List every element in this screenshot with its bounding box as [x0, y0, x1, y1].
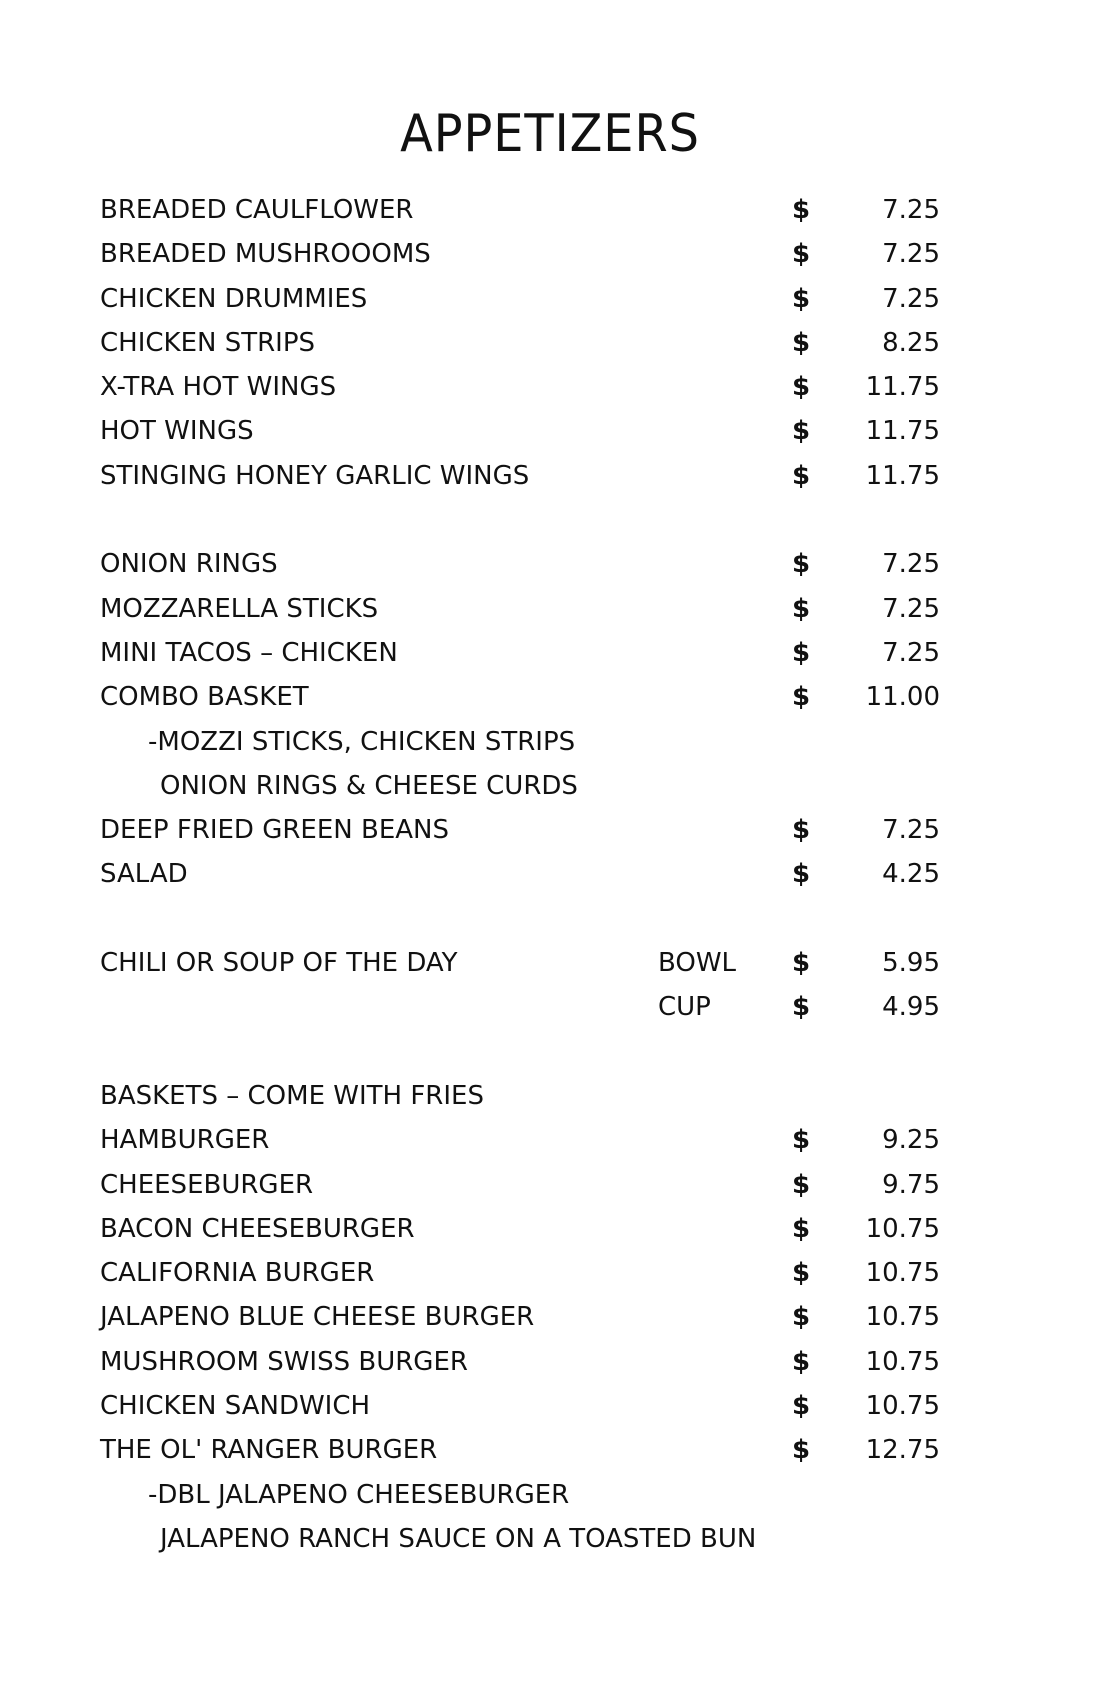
menu-item: [100, 1295, 940, 1339]
menu-item-name: CHICKEN DRUMMIES: [100, 283, 368, 314]
menu-item-name: SALAD: [100, 859, 188, 890]
menu-item-name: ONION RINGS: [100, 549, 278, 580]
menu-item-name: STINGING HONEY GARLIC WINGS: [100, 460, 530, 491]
menu-item-name: CHICKEN STRIPS: [100, 327, 316, 358]
menu-item: [100, 232, 940, 276]
menu-item: [100, 587, 940, 631]
menu-item-name: BACON CHEESEBURGER: [100, 1213, 415, 1244]
menu-item-description: [100, 1517, 940, 1561]
currency-symbol: $: [792, 283, 811, 314]
menu-item: [100, 941, 940, 985]
currency-symbol: $: [792, 372, 811, 403]
menu-list: [100, 188, 940, 1561]
menu-item: [100, 1118, 940, 1162]
section-spacer: [100, 897, 940, 941]
menu-item-price: 7.25: [882, 593, 940, 624]
menu-item: [100, 542, 940, 586]
currency-symbol: $: [792, 637, 811, 668]
menu-item-size: BOWL: [658, 948, 737, 979]
menu-item-name: CHICKEN SANDWICH: [100, 1391, 371, 1422]
menu-item: [100, 1340, 940, 1384]
menu-item-name: CHILI OR SOUP OF THE DAY: [100, 948, 458, 979]
menu-item-name: DEEP FRIED GREEN BEANS: [100, 815, 450, 846]
menu-item-name: CALIFORNIA BURGER: [100, 1258, 375, 1289]
menu-item-price: 7.25: [882, 637, 940, 668]
menu-item-price: 7.25: [882, 239, 940, 270]
currency-symbol: $: [792, 460, 811, 491]
currency-symbol: $: [792, 593, 811, 624]
menu-item-price: 9.25: [882, 1125, 940, 1156]
menu-item: [100, 1163, 940, 1207]
menu-item: [100, 365, 940, 409]
currency-symbol: $: [792, 815, 811, 846]
menu-item: [100, 409, 940, 453]
menu-item-name: THE OL' RANGER BURGER: [100, 1435, 438, 1466]
menu-item-price: 10.75: [865, 1213, 940, 1244]
menu-item-name: JALAPENO RANCH SAUCE ON A TOASTED BUN: [160, 1523, 757, 1554]
currency-symbol: $: [792, 859, 811, 890]
menu-item: [100, 985, 940, 1029]
menu-item: [100, 321, 940, 365]
menu-item-description: [100, 720, 940, 764]
menu-item-price: 7.25: [882, 195, 940, 225]
menu-item-name: BREADED CAULFLOWER: [100, 195, 414, 225]
currency-symbol: $: [792, 1391, 811, 1422]
menu-item: [100, 1251, 940, 1295]
menu-item-name: ONION RINGS & CHEESE CURDS: [160, 770, 578, 801]
menu-item-price: 11.75: [865, 460, 940, 491]
menu-item-price: 8.25: [882, 327, 940, 358]
menu-item-name: -DBL JALAPENO CHEESEBURGER: [148, 1479, 570, 1510]
menu-item-name: X-TRA HOT WINGS: [100, 372, 337, 403]
menu-item-price: 12.75: [865, 1435, 940, 1466]
currency-symbol: $: [792, 992, 811, 1023]
currency-symbol: $: [792, 948, 811, 979]
menu-item-price: 11.75: [865, 416, 940, 447]
currency-symbol: $: [792, 549, 811, 580]
menu-item: [100, 808, 940, 852]
menu-item-name: -MOZZI STICKS, CHICKEN STRIPS: [148, 726, 576, 757]
menu-item: [100, 1207, 940, 1251]
menu-item-price: 4.95: [882, 992, 940, 1023]
currency-symbol: $: [792, 1435, 811, 1466]
section-spacer: [100, 498, 940, 542]
menu-item: [100, 1074, 940, 1118]
menu-item-name: BREADED MUSHROOOMS: [100, 239, 431, 270]
menu-item-price: 7.25: [882, 283, 940, 314]
currency-symbol: $: [792, 682, 811, 713]
menu-item-description: [100, 764, 940, 808]
menu-item-name: JALAPENO BLUE CHEESE BURGER: [100, 1302, 535, 1333]
page-title: APPETIZERS: [400, 104, 700, 164]
currency-symbol: $: [792, 1346, 811, 1377]
menu-item-price: 10.75: [865, 1302, 940, 1333]
menu-item-price: 7.25: [882, 549, 940, 580]
currency-symbol: $: [792, 1258, 811, 1289]
menu-item-size: CUP: [658, 992, 711, 1023]
menu-item-price: 10.75: [865, 1346, 940, 1377]
menu-item: [100, 675, 940, 719]
currency-symbol: $: [792, 327, 811, 358]
currency-symbol: $: [792, 416, 811, 447]
menu-item-price: 11.75: [865, 372, 940, 403]
menu-item: [100, 1428, 940, 1472]
menu-item-name: CHEESEBURGER: [100, 1169, 314, 1200]
currency-symbol: $: [792, 1125, 811, 1156]
menu-item: [100, 852, 940, 896]
menu-item: [100, 188, 940, 232]
section-spacer: [100, 1030, 940, 1074]
menu-item-name: MUSHROOM SWISS BURGER: [100, 1346, 468, 1377]
currency-symbol: $: [792, 1213, 811, 1244]
menu-item-name: MINI TACOS – CHICKEN: [100, 637, 398, 668]
menu-item-price: 11.00: [865, 682, 940, 713]
menu-item-name: HOT WINGS: [100, 416, 254, 447]
menu-item: [100, 631, 940, 675]
currency-symbol: $: [792, 1169, 811, 1200]
currency-symbol: $: [792, 195, 811, 225]
menu-item-price: 9.75: [882, 1169, 940, 1200]
menu-item-price: 7.25: [882, 815, 940, 846]
menu-item-name: BASKETS – COME WITH FRIES: [100, 1080, 484, 1111]
menu-item: [100, 277, 940, 321]
menu-item-price: 10.75: [865, 1258, 940, 1289]
currency-symbol: $: [792, 1302, 811, 1333]
menu-item-price: 4.25: [882, 859, 940, 890]
menu-item: [100, 454, 940, 498]
menu-item-price: 10.75: [865, 1391, 940, 1422]
menu-item-name: COMBO BASKET: [100, 682, 309, 713]
menu-item-name: MOZZARELLA STICKS: [100, 593, 379, 624]
menu-item-description: [100, 1473, 940, 1517]
menu-item-name: HAMBURGER: [100, 1125, 270, 1156]
menu-item-price: 5.95: [882, 948, 940, 979]
menu-item: [100, 1384, 940, 1428]
currency-symbol: $: [792, 239, 811, 270]
